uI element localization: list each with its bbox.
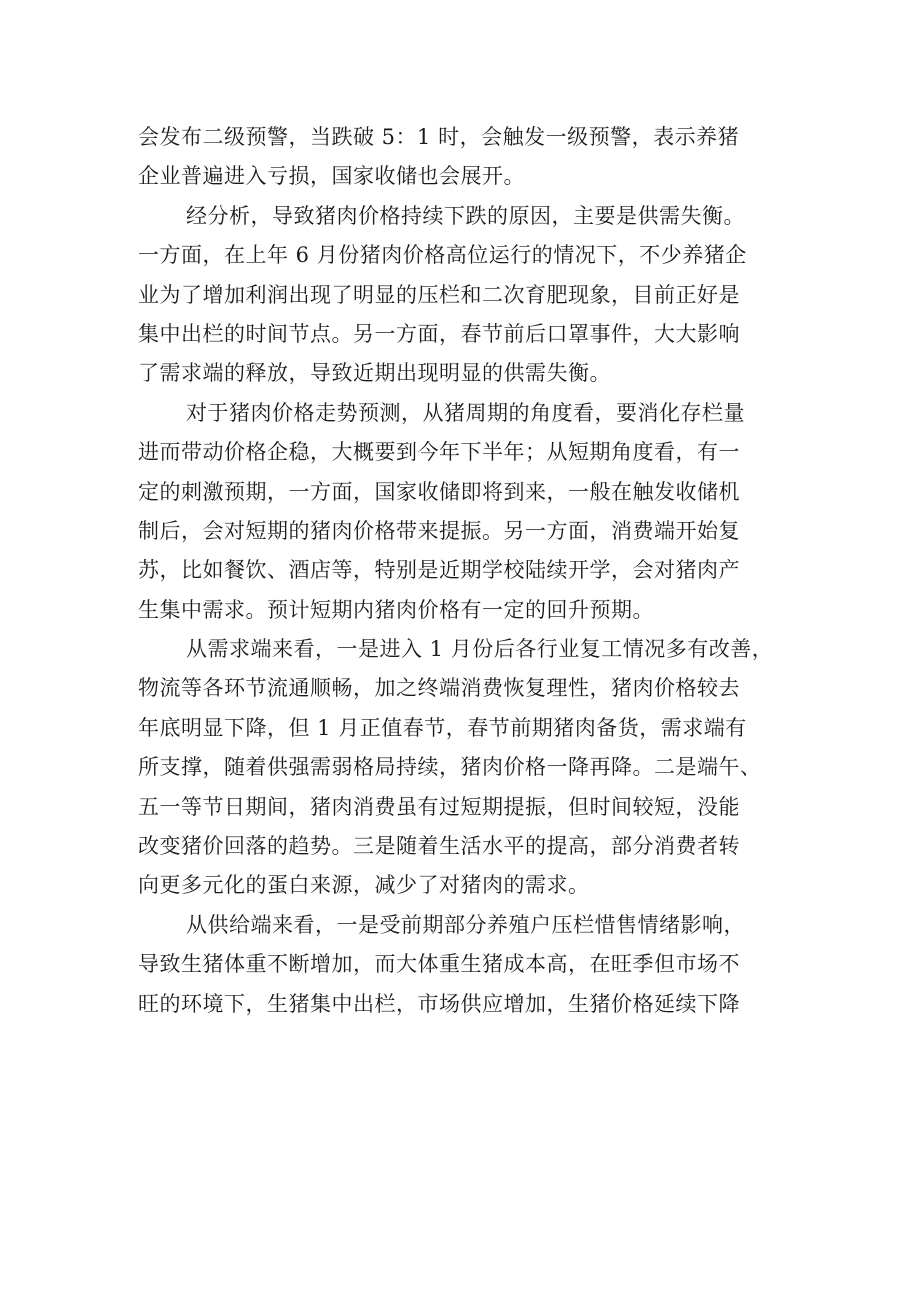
paragraph-start-line: 从需求端来看，一是进入 1 月份后各行业复工情况多有改善， — [186, 637, 774, 662]
text-line: 旺的环境下，生猪集中出栏，市场供应增加，生猪价格延续下降 — [138, 991, 740, 1016]
text-line: 制后，会对短期的猪肉价格带来提振。另一方面，消费端开始复 — [138, 518, 740, 543]
text-line: 业为了增加利润出现了明显的压栏和二次育肥现象，目前正好是 — [138, 282, 740, 307]
text-line: 年底明显下降，但 1 月正值春节，春节前期猪肉备货，需求端有 — [138, 715, 747, 740]
text-line: 苏，比如餐饮、酒店等，特别是近期学校陆续开学，会对猪肉产 — [138, 558, 740, 583]
text-line: 了需求端的释放，导致近期出现明显的供需失衡。 — [138, 361, 611, 386]
text-line: 生集中需求。预计短期内猪肉价格有一定的回升预期。 — [138, 597, 654, 622]
text-line: 集中出栏的时间节点。另一方面，春节前后口罩事件，大大影响 — [138, 321, 740, 346]
paragraph-start-line: 经分析，导致猪肉价格持续下跌的原因，主要是供需失衡。 — [186, 203, 745, 228]
paragraph-start-line: 从供给端来看，一是受前期部分养殖户压栏惜售情绪影响， — [186, 912, 745, 937]
text-line: 一方面，在上年 6 月份猪肉价格高位运行的情况下，不少养猪企 — [138, 243, 747, 268]
text-line: 五一等节日期间，猪肉消费虽有过短期提振，但时间较短，没能 — [138, 794, 740, 819]
text-line: 会发布二级预警，当跌破 5：1 时，会触发一级预警，表示养猪 — [138, 125, 740, 149]
text-line: 所支撑，随着供强需弱格局持续，猪肉价格一降再降。二是端午、 — [138, 755, 762, 780]
text-line: 导致生猪体重不断增加，而大体重生猪成本高，在旺季但市场不 — [138, 952, 740, 977]
text-line: 改变猪价回落的趋势。三是随着生活水平的提高，部分消费者转 — [138, 834, 740, 859]
body-text — [138, 118, 798, 1024]
text-line: 企业普遍进入亏损，国家收储也会展开。 — [138, 164, 525, 189]
paragraph-start-line: 对于猪肉价格走势预测，从猪周期的角度看，要消化存栏量 — [186, 400, 745, 425]
text-line: 物流等各环节流通顺畅，加之终端消费恢复理性，猪肉价格较去 — [138, 676, 740, 701]
text-line: 定的刺激预期，一方面，国家收储即将到来，一般在触发收储机 — [138, 479, 740, 504]
text-line: 向更多元化的蛋白来源，减少了对猪肉的需求。 — [138, 873, 590, 898]
text-line: 进而带动价格企稳，大概要到今年下半年；从短期角度看，有一 — [138, 440, 740, 465]
